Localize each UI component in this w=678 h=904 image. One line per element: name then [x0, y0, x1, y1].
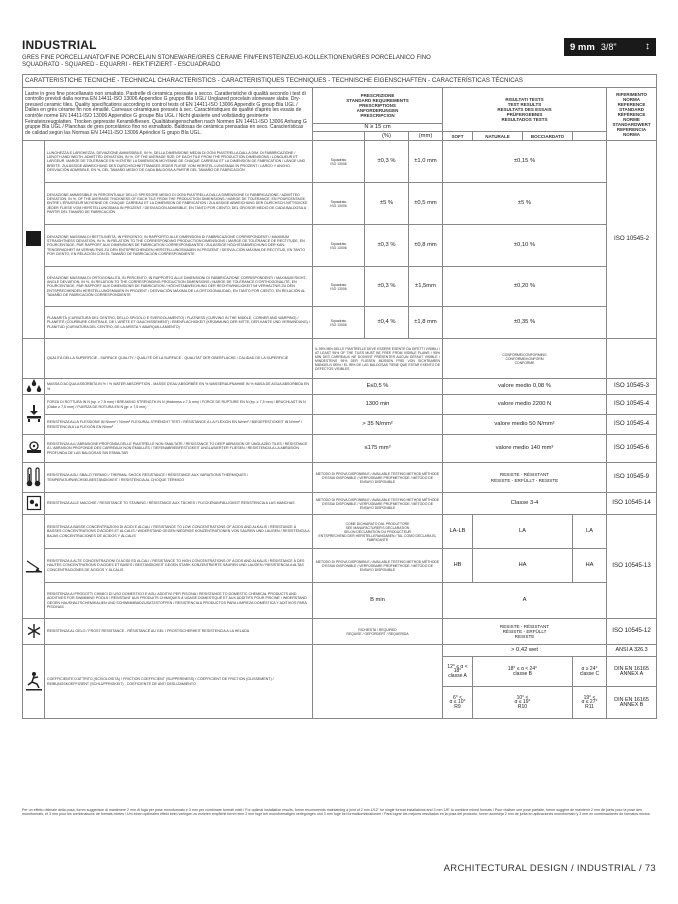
thickness-mm: 9 mm	[570, 41, 595, 53]
subtitle-line-1: GRES FINE PORCELLANATO/FINE PORCELAIN STONEWARE/GRES CERAME FIN/FEINSTEINZEUG-KOLLEKTIONEN/GRES PORCELANICO FINO	[22, 55, 431, 61]
dim-mm: ±1,0 mm	[409, 141, 443, 183]
dim-pct: ±0,3 %	[365, 141, 409, 183]
breaking-reference: ISO 10545-4	[607, 395, 657, 415]
dim-pct: ±0,4 %	[365, 307, 409, 339]
bending-reference: ISO 10545-4	[607, 415, 657, 435]
abrasion-result: valore medio 140 mm³	[443, 435, 607, 463]
dim-mm: ±1,8 mm	[409, 307, 443, 339]
thermal-requirement: METODO DI PROVA DISPONIBILE / AVAILABLE TESTING METHOD MÉTHODE D'ESSAI DISPONIBLE / VERFÜGBARE PRÜFMETHODE / MÉTODO DE ENSAYO DISPONIBLE	[313, 463, 443, 493]
chem-high-natural: HA	[473, 549, 573, 583]
dim-result: ±0,10 %	[443, 225, 607, 267]
water-reference: ISO 10545-3	[607, 379, 657, 395]
dim-desc: PLANARITÀ (CURVATURA DEL CENTRO, DELLO SPIGOLO E SVERGOLAMENTO) / FLATNESS (CURVING IN THE MIDDLE, CORNER AND WARPING) / PLANÉITÉ (COURBURE CENTRALE, DE L'ARÊTE ET GAUCHISSEMENT) / EBENFLÄCHIGKEIT (KRÜMMUNG DER MITTE, DER KANTE UND VERWINDUNG) / PLANITUD (CURVATURA DEL CENTRO, DE LA ARISTA Y ABARQUILLAMIENTO)	[45, 307, 313, 339]
dim-result: ±5 %	[443, 183, 607, 225]
stain-desc: RESISTENZA ALLE MACCHIE / RESISTANCE TO STAINING / RÉSISTANCE AUX TÂCHES / FLECKENANFÄLLIGKEIT RESISTENCIA A LAS MANCHAS	[45, 493, 313, 515]
dim-pct: ±5 %	[365, 183, 409, 225]
thermal-reference: ISO 10545-9	[607, 463, 657, 493]
dim-pct: ±0,3 %	[365, 267, 409, 307]
chem-high-requirement: METODO DI PROVA DISPONIBILE / AVAILABLE TESTING METHOD MÉTHODE D'ESSAI DISPONIBLE / VERFÜGBARE PRÜFMETHODE / MÉTODO DE ENSAYO DISPONIBLE	[313, 549, 443, 583]
dimension-square-icon	[23, 141, 45, 339]
dim-pct: ±0,3 %	[365, 225, 409, 267]
slip-reference-b: DIN EN 16165 ANNEX B	[607, 687, 657, 719]
bending-desc: RESISTENZA ALLA FLESSIONE IN N/mm² / N/mm² FLEXURAL STRENGHT TEST / RÉSISTANCE À LA FLEXION EN N/mm² / BIEGEFESTIGKEIT IN N/mm² / RESISTENCIA A LA FLEXIÓN EN N/mm²	[45, 415, 313, 435]
intro-text: Lastre in gres fine porcellanato non smaltato. Pastrelle di ceramica pressate a secco. Caratteristiche di qualità secondo i test di controllo previsti dalla norma EN 14411-ISO 13006 Appendice G gruppo BIa UGL/ Unglazed porcelain stoneware slabs. Dry-pressed ceramic tiles. Quality specifications according to control tests of EN 14411-ISO 13006 Appendix G group BIa UGL / Dalles en grès cérame fin non émaillé. Carreaux céramiques pressés à sec. Caractéristiques de qualité d'après les essais de contrôle norme EN 14411-ISO 13006 Appendice G groupe BIa UGL / Nicht glasierte und vollständig gesinterte Feinsteinzeugplatten. Trocken gepresste Keramikfliesen. Qualitätseigenschaften nach Normen EN 14411-ISO 13006 Anhang G gruppe BIa UGL / Planchas de gres porcelánico fino no esmaltado. Baldosas de cerámica prensadas en seco. Características de calidad según las Normas EN 14411-ISO 13006 Apéndice G grupo BIa UGL.	[23, 88, 313, 141]
finish-natural: NATURALE	[473, 132, 523, 141]
thermal-desc: RESISTENZA AGLI SBALZI TERMICI / THERMAL SHOCK RESISTANCE / RÉSISTANCE AUX VARIATIONS THERMIQUES / TEMPERATURWECHSELBESTÄNDIGKEIT / RESISTENCIA AL CHOQUE TÉRMICO	[45, 463, 313, 493]
technical-characteristics-table	[22, 74, 657, 719]
footnote: Per un effetto ottimale della posa, fornm suggerisce di mantenere 2 mm di fuga per pose monoformato e 3 mm per combinare formati misti / For optimal installation results, fornm recommends maintaining a joint of 2 mm 1/12" for single format installations and 3 mm 1/8" to combine mixed formats / Pour réaliser une pose parfaite, fornm suggère de maintenir 2 mm de joints pour la pose des monoformats, et 3 mm pour les combinaisons de formats mixtes / Um einen optimalen effekt beim verlegen zu erzielen empfiehlt fornm eine 2 mm fuge bei monoformatigen verlegungen und 3 mm fuge bei formatkombinationen / Para lograr los mejores resultados en la posa del producto, fornm aconseja 2 mm de junta en aplicaciones monoformato y 3 mm en combinaciones de formatos mixtos.	[22, 808, 651, 817]
chem-domestic-desc: RESISTENZA AI PRODOTTI CHIMICI DI USO DOMESTICO E AGLI ADDITIVI PER PISCINA / RESISTANCE TO DOMESTIC CHEMICAL PRODUCTS AND ADDITIVES FOR SWIMMING POOLS / RÉSISTANT AUX PRODUITS CHIMIQUES À USAGE DOMESTIQUE ET AUX ADDITIFS POUR PISCINE / WIDERSTAND GEGEN HAUSHALTSCHEMIKALIEN UND SCHWIMMBADZUSATZSTOFFEN / RESISTENCIA A PRODUCTOS PARA LIMPIEZA DOMÉSTICA Y ADITIVOS PARA PISCINAS	[45, 583, 313, 619]
dim-reference: ISO 10545-2	[607, 141, 657, 339]
subtitle-line-2: SQUADRATO - SQUARED - EQUARRI - REKTIFIZIERT - ESCUADRADO	[22, 62, 221, 68]
dim-desc: LUNGHEZZA E LARGHEZZA. DEVIAZIONE AMMISSIBILE, IN %, DELLA DIMENSIONE MEDIA DI OGNI PIASTRELLA DALLA DIM. DI FABBRICAZIONE / LENGTH AND WIDTH. ADMITTED DEVIATION, IN %, OF THE AVERAGE SIZE OF EACH TILE FROM THE PRODUCTION DIMENSIONS / LONGUEUR ET LARGEUR. MARGE DE TOLÉRANCE EN % ENTRE LA DIMENSION MOYENNE DE CHAQUE CARREAU ET LA DIMENSION DE FABRICATION / LÄNGE UND BREITE. ZULÄSSIGE ABWEICHUNG DES DURCHSCHNITTSMAßES JEDER FLIESE VOM HERSTEL-LUNGSMAß IN PROZENT / LARGO Y ANCHO. DESVIACIÓN ADMISIBLE, EN %, DEL TAMAÑO MEDIO DE CADA BALDOSA A PARTIR DEL TAMAÑO DE FABRICACIÓN	[45, 141, 313, 183]
chem-low-soft: LA-LB	[443, 515, 473, 549]
bending-result: valore medio 50 N/mm²	[443, 415, 607, 435]
chem-domestic-requirement: B min	[313, 583, 443, 619]
dim-desc: DEVIAZIONE MASSIMA DI ORTOGONALITÀ, IN PERCENTO, IN RAPPORTO ALLE DIMENSIONI DI FABBRICAZIONE CORRISPONDENTI / MAXIMUM RIGHT-ANGLE DEVIATION, IN %, IN RELATION TO THE CORRESPONDING PRODUCTION DIMENSIONS / MARGE DE TOLÉRANCE D'ORTHOGONALITÉ, EN POURCENTAGE, PAR RAPPORT AUX DIMENSIONS DE FABRICATION / HÖCHSTABWEICHUNG DER RECHTWINKLIGKEIT IM VERHÄLTNIS ZU DEN ENTSPRECHENDEN HERSTELLUNGSMAßEN IN PROZENT / DESVIACIÓN MÁXIMA DE LA ORTOGONALIDAD, EN TANTO POR CIENTO, EN RELACIÓN AL TAMAÑO DE FABRICACIÓN CORRESPONDIENTE	[45, 267, 313, 307]
slip-bocciardato-a: α ≥ 24° classe C	[573, 657, 607, 687]
finish-soft: SOFT	[443, 132, 473, 141]
chemical-resistance-icon	[23, 515, 45, 619]
dim-result: ±0,35 %	[443, 307, 607, 339]
water-drops-icon	[23, 379, 45, 395]
dim-result: ±0,20 %	[443, 267, 607, 307]
slip-soft-a: 12° ≤ α < 18° classe A	[443, 657, 473, 687]
subtitle	[22, 55, 552, 69]
dim-mm: ±0,5 mm	[409, 183, 443, 225]
breaking-strength-icon	[23, 395, 45, 435]
dim-desc: DEVIAZIONE AMMISSIBILE IN PERCENTUALE DELLO SPESSORE MEDIO DI OGNI PIASTRELLA DALLA DIMENSIONE DI FABBRICAZIONE / ADMITTED DEVIATION, IN %, OF THE AVERAGE THICKNESS OF EACH TILE FROM THE PRODUCTION DIMENSIONS / MARGE DE TOLÉRANCE, EN POURCENTAGE, ENTRE L'ÉPAISSEUR MOYENNE DE CHAQUE CARREAU ET LA DIMENSION DE FABRICATION / ZULÄSSIGE ABWEICHUNG DER DURCHSCH-NITTSDICKE JEDER FLIESE VOM HERSTELLUNGSMAß IN PROZENT / DESVIACIÓN ADMISIBLE, EN TANTO POR CIENTO, DEL GROSOR MEDIO DE CADA BALDOSA A PARTIR DEL TAMAÑO DE FABRICACIÓN	[45, 183, 313, 225]
stain-requirement: METODO DI PROVA DISPONIBILE / AVAILABLE TESTING METHOD MÉTHODE D'ESSAI DISPONIBLE / VERFÜGBARE PRÜFMETHODE / MÉTODO DE ENSAYO DISPONIBLE	[313, 493, 443, 515]
chem-high-bocciardato: HA	[573, 549, 607, 583]
prescription-header: PRESCRIZIONE STANDARD REQUIREMENTS PRESCRIPTIONS ANFORDERUNGEN PRESCRIPCION	[313, 88, 443, 124]
snowflake-icon	[23, 619, 45, 645]
abrasion-requirement: ≤175 mm³	[313, 435, 443, 463]
frost-result: RESISTE - RÉSISTANT RÉSISTE - ERFÜLLT RESISTE	[443, 619, 607, 645]
abrasion-desc: RESISTENZA ALL'ABRASIONE PROFONDA DELLE PIASTRELLE NON SMALTATE / RESISTANCE TO DEEP ABRASION OF UNGLAZED TILES / RÉSISTANCE À L'ABRASION PROFONDE DES CARREAUX NON ÉMAILLÉS / TIEFENABRIEBFESTIGKEIT UNGLASIERTER FLIESEN / RESISTENCIA A LA ABRASIÓN PROFUNDA DE LAS BALDOSAS SIN ESMALTAR	[45, 435, 313, 463]
slip-reference-a: DIN EN 16165 ANNEX A	[607, 657, 657, 687]
chem-high-soft: HB	[443, 549, 473, 583]
thickness-inches: 3/8"	[600, 42, 617, 52]
thermal-result: RESISTE - RÉSISTANT RÉSISTE - ERFÜLLT - RESISTE	[443, 463, 607, 493]
thickness-arrow-icon: ↕	[645, 41, 650, 52]
slip-natural-a: 18° ≤ α < 24° classe B	[473, 657, 573, 687]
surface-desc: QUALITÀ DELLA SUPERFICIE - SURFACE QUALITY / QUALITÉ DE LA SURFACE - QUALITÄT DER OBERFLÄCHE / CALIDAD DE LA SUPERFICIE	[45, 339, 313, 379]
dim-method: Squadrato ISO 13006	[313, 225, 365, 267]
breaking-desc: FORZA DI ROTTURA IN N (sp. ≥ 7,5 mm) / BREAKING STRENGTH IN N (thickness ≥ 7,5 mm) / FORCE DE RUPTURE EN N (ép. ≥ 7,5 mm) / BRUCHLAST IN N (Dicke ≥ 7,5 mm) / FUERZA DE ROTURA EN N (gr. ≥ 7,5 mm)	[45, 395, 313, 415]
results-header: RISULTATI TESTS TEST RESULTS RESULTATS DES ESSAIS PRÜFERGEBNIS RESULTADOS TESTS	[443, 88, 607, 132]
frost-desc: RESISTENZA AL GELO / FROST RESISTANCE - RÉSISTANCE AU GEL / FROSTSICHERHEIT RESISTENCIA A LA HELADA	[45, 619, 313, 645]
bending-requirement: > 35 N/mm²	[313, 415, 443, 435]
stain-icon	[23, 493, 45, 515]
surface-requirement: IL 95% MIN DELLE PIASTRELLE DEVE ESSERE ESENTE DA DIFETTI VISIBILI / AT LEAST 95% OF THE TILES MUST BE FREE FROM VISIBLE FLAWS / 95% MIN DES CARREAUX NE DOIVENT PRÉSENTER AUCUN DÉFAUT VISIBLE / MINDESTENS 95% DER FLIESEN MÜSSEN FREI VON SICHTBAREN MÄNGELN SEIN / EL 95% DE LAS BALDOSAS TIENE QUE ESTAR EXENTO DE DEFECTOS VISIBLES	[313, 339, 443, 379]
breaking-result: valore medio 2200 N	[443, 395, 607, 415]
dim-method: Squadrato ISO 13006	[313, 141, 365, 183]
slip-wet-result: > 0,42 wet	[443, 645, 607, 657]
abrasion-reference: ISO 10545-6	[607, 435, 657, 463]
dim-mm: ±1,5mm	[409, 267, 443, 307]
reference-header: RIFERIMENTO NORMA REFERENCE STANDARD RÉFÉRENCE NORME STANDARDWERT REFERENCIA NORMA	[607, 88, 657, 141]
abrasion-icon	[23, 435, 45, 463]
chem-low-natural: LA	[473, 515, 573, 549]
water-desc: MASSA D'ACQUA ASSORBITA IN % / % WATER ABSORPTION - MASSE D'EAU ABSORBÉE EN % WASSERAUFNAHME IN % MASA DE AGUA ABSORBIDA EN %	[45, 379, 313, 395]
slip-desc: COEFFICIENTE D'ATTRITO (SCIVOLOSITÀ) / FRICTION COEFFICIENT (SLIPPERINESS) / COEFFICIENT DE FRICTION (GLISSEMENT) / REIBUNGSKOEFFIZIENT (SCHLÜPFRIGKEIT) - COEFICIENTE DE ANTI DESLIZAMIENTO	[45, 645, 313, 719]
finish-bocciardato: BOCCIARDATO	[523, 132, 573, 141]
method-col	[313, 132, 365, 141]
page-title: INDUSTRIAL	[22, 38, 97, 52]
chem-low-bocciardato: LA	[573, 515, 607, 549]
chem-low-desc: RESISTENZA A BASSE CONCENTRAZIONI DI ACIDI E ALCALI / RESISTANCE TO LOW CONCENTRATIONS OF ACIDS AND ALKALIS / RÉSISTANCE À BASSES CONCENTRATIONS D'ACIDES ET ALCALIS / WIDERSTAND GEGEN NIEDRIGE KONZENTRATIONEN VON SÄUREN UND LAUGEN / RESISTENCIA A BAJAS CONCENTRACIONES DE ÁCIDOS Y ÁLCALIS	[45, 515, 313, 549]
chem-domestic-result: A	[443, 583, 607, 619]
dim-method: Squadrato ISO 13006	[313, 267, 365, 307]
slip-bocciardato-b: 19° < α ≤ 27° R11	[573, 687, 607, 719]
dim-method: Squadrato ISO 13006	[313, 307, 365, 339]
frost-requirement: RICHIESTA / REQUIRED REQUISE / GEFORDERT / REQUERIDA	[313, 619, 443, 645]
unit-mm: (mm)	[409, 132, 443, 141]
slip-soft-b: 6° < α ≤ 10° R9	[443, 687, 473, 719]
page-reference: ARCHITECTURAL DESIGN / INDUSTRIAL / 73	[443, 863, 656, 874]
breaking-requirement: 1300 min	[313, 395, 443, 415]
chem-high-desc: RESISTENZA A ALTE CONCENTRAZIONI DI ACIDI ED ALCALI / RESISTANCE TO HIGH CONCENTRATIONS OF ACIDS AND ALKALIS / RÉSISTANCE À DES HAUTES CONCENTRATIONS D'ACIDES ET BASES / BESTÄNDIGKEIT GEGEN STARK KONZENTRIERTE SÄUREN UND LAUGEN / RESISTENCIA A ALTAS CONCENTRACIONES DE ÁCIDOS Y ÁLCALIS	[45, 549, 313, 583]
slip-wet-reference: ANSI A 326.3	[607, 645, 657, 657]
slip-natural-b: 10° < α ≤ 19° R10	[473, 687, 573, 719]
dim-mm: ±0,8 mm	[409, 225, 443, 267]
thickness-badge	[564, 38, 656, 56]
stain-reference: ISO 10545-14	[607, 493, 657, 515]
dim-result: ±0,15 %	[443, 141, 607, 183]
frost-reference: ISO 10545-12	[607, 619, 657, 645]
dim-desc: DEVIAZIONE MASSIMA DI RETTILINEITÀ, IN PERCENTO, IN RAPPORTO ALLE DIMENSIONI DI FABBRICAZIONE CORRISPONDENTI / MAXIMUM STRAIGHTNESS DEVIATION, IN %, IN RELATION TO THE CORRESPONDING PRODUCTION DIMENSIONS / MARGE DE TOLÉRANCE DE RECTITUDE, EN POURCENTAGE, PAR RAPPORT AUX DIMENSIONS DE FABRICATION CORRESPONDANTES / ZULÄSSIGE HÖCHSTABWEICHUNG DER KAN-TENGERADHEIT IM VERHÄLTNIS ZU DEN ENTSPRECHENDEN HERSTELLUNGSMAßEN IN PROZENT / DESVIA-CIÓN MÁXIMA DE RECTITUD, EN TANTO POR CIENTO, EN RELACIÓN CON EL TAMAÑO DE FABRICACIÓN CORRESPONDIENTE	[45, 225, 313, 267]
surface-result: CONFORME/CONFORMING CONFORME/KONFORM CONFORME	[443, 339, 607, 379]
section-title: CARATTERISTICHE TECNICHE - TECHNICAL CHARACTERISTICS - CARACTERISTIQUES TECHNIQUES - TECHNISCHE EIGENSCHAFTEN - CARACTERÍSTICAS TÉCNICAS	[23, 75, 657, 88]
dim-method: Squadrato ISO 13006	[313, 183, 365, 225]
chem-reference: ISO 10545-13	[607, 515, 657, 619]
stain-result: Classe 3-4	[443, 493, 607, 515]
water-requirement: E≤0,5 %	[313, 379, 443, 395]
unit-pct: (%)	[365, 132, 409, 141]
thermometer-icon	[23, 463, 45, 493]
n-label: N ≥ 15 cm	[313, 124, 443, 132]
water-result: valore medio 0,08 %	[443, 379, 607, 395]
slip-resistance-icon	[23, 645, 45, 719]
chem-low-requirement: COME DICHIARATO DAL PRODUTTORE SEE MANUFACTURER'S DECLARATION SELON DÉCLARATION DU PRODUCTEUR ENTSPRECHEND DER HERSTELLERANGABEN / TAL COMO DECLARA EL FABRICANTE	[313, 515, 443, 549]
